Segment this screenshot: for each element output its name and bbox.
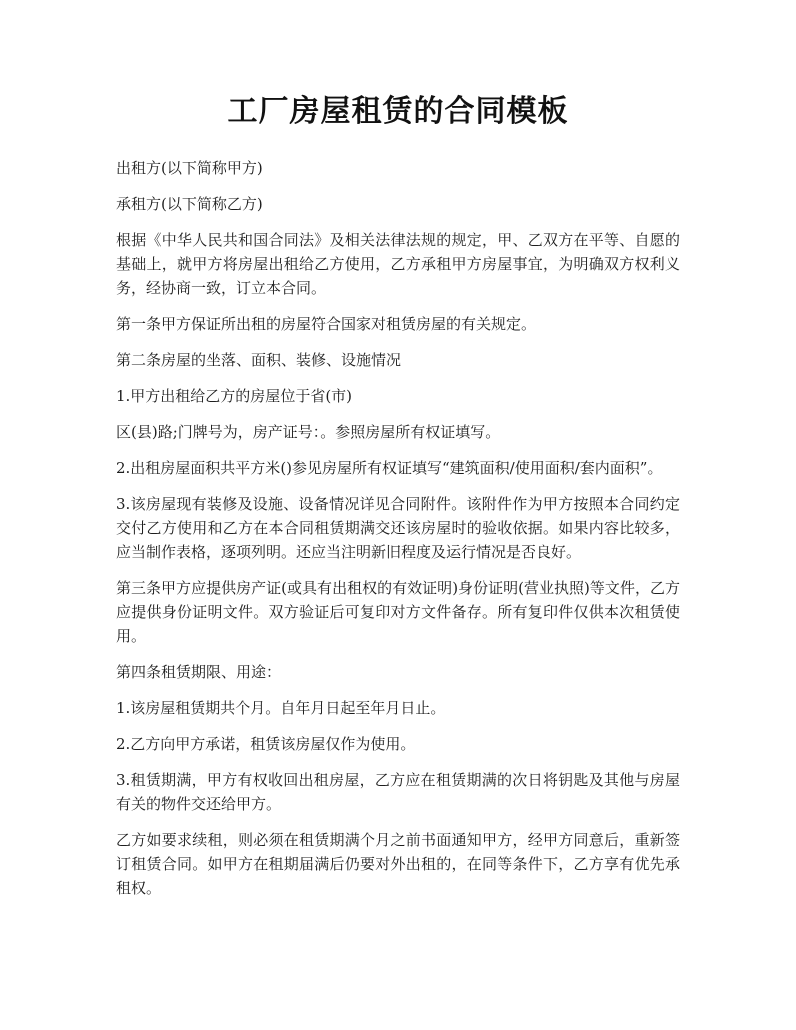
paragraph-lessee: 承租方(以下简称乙方) [116, 195, 263, 213]
paragraph-article-2-item-3: 3.该房屋现有装修及设施、设备情况详见合同附件。该附件作为甲方按照本合同约定交付乙方使用和乙方在本合同租赁期满交还该房屋时的验收依据。如果内容比较多，应当制作表格，逐项列明。还应当注明新旧程度及运行情况是否良好。 [116, 495, 680, 561]
paragraph-article-4-item-3: 3.租赁期满，甲方有权收回出租房屋，乙方应在租赁期满的次日将钥匙及其他与房屋有关的物件交还给甲方。 [116, 771, 680, 813]
paragraph-article-4-item-2: 2.乙方向甲方承诺，租赁该房屋仅作为使用。 [116, 735, 416, 753]
paragraph-article-3: 第三条甲方应提供房产证(或具有出租权的有效证明)身份证明(营业执照)等文件，乙方应提供身份证明文件。双方验证后可复印对方文件备存。所有复印件仅供本次租赁使用。 [116, 579, 680, 645]
paragraph-article-2-item-1: 1.甲方出租给乙方的房屋位于省(市) [116, 387, 353, 405]
document-title: 工厂房屋租赁的合同模板 [227, 94, 569, 129]
paragraph-article-2-heading: 第二条房屋的坐落、面积、装修、设施情况 [116, 351, 402, 369]
paragraph-article-4-item-1: 1.该房屋租赁期共个月。自年月日起至年月日止。 [116, 699, 446, 717]
paragraph-article-2-item-2: 2.出租房屋面积共平方米()参见房屋所有权证填写“建筑面积/使用面积/套内面积”。 [116, 459, 663, 477]
paragraph-lessor: 出租方(以下简称甲方) [116, 159, 263, 177]
paragraph-article-2-address: 区(县)路;门牌号为，房产证号：。参照房屋所有权证填写。 [116, 423, 501, 441]
paragraph-article-1: 第一条甲方保证所出租的房屋符合国家对租赁房屋的有关规定。 [116, 315, 537, 333]
paragraph-renewal: 乙方如要求续租，则必须在租赁期满个月之前书面通知甲方，经甲方同意后，重新签订租赁合同。如甲方在租期届满后仍要对外出租的，在同等条件下，乙方享有优先承租权。 [116, 831, 680, 897]
paragraph-article-4-heading: 第四条租赁期限、用途： [116, 663, 282, 681]
paragraph-preamble: 根据《中华人民共和国合同法》及相关法律法规的规定，甲、乙双方在平等、自愿的基础上，就甲方将房屋出租给乙方使用，乙方承租甲方房屋事宜，为明确双方权利义务，经协商一致，订立本合同。 [116, 231, 680, 297]
